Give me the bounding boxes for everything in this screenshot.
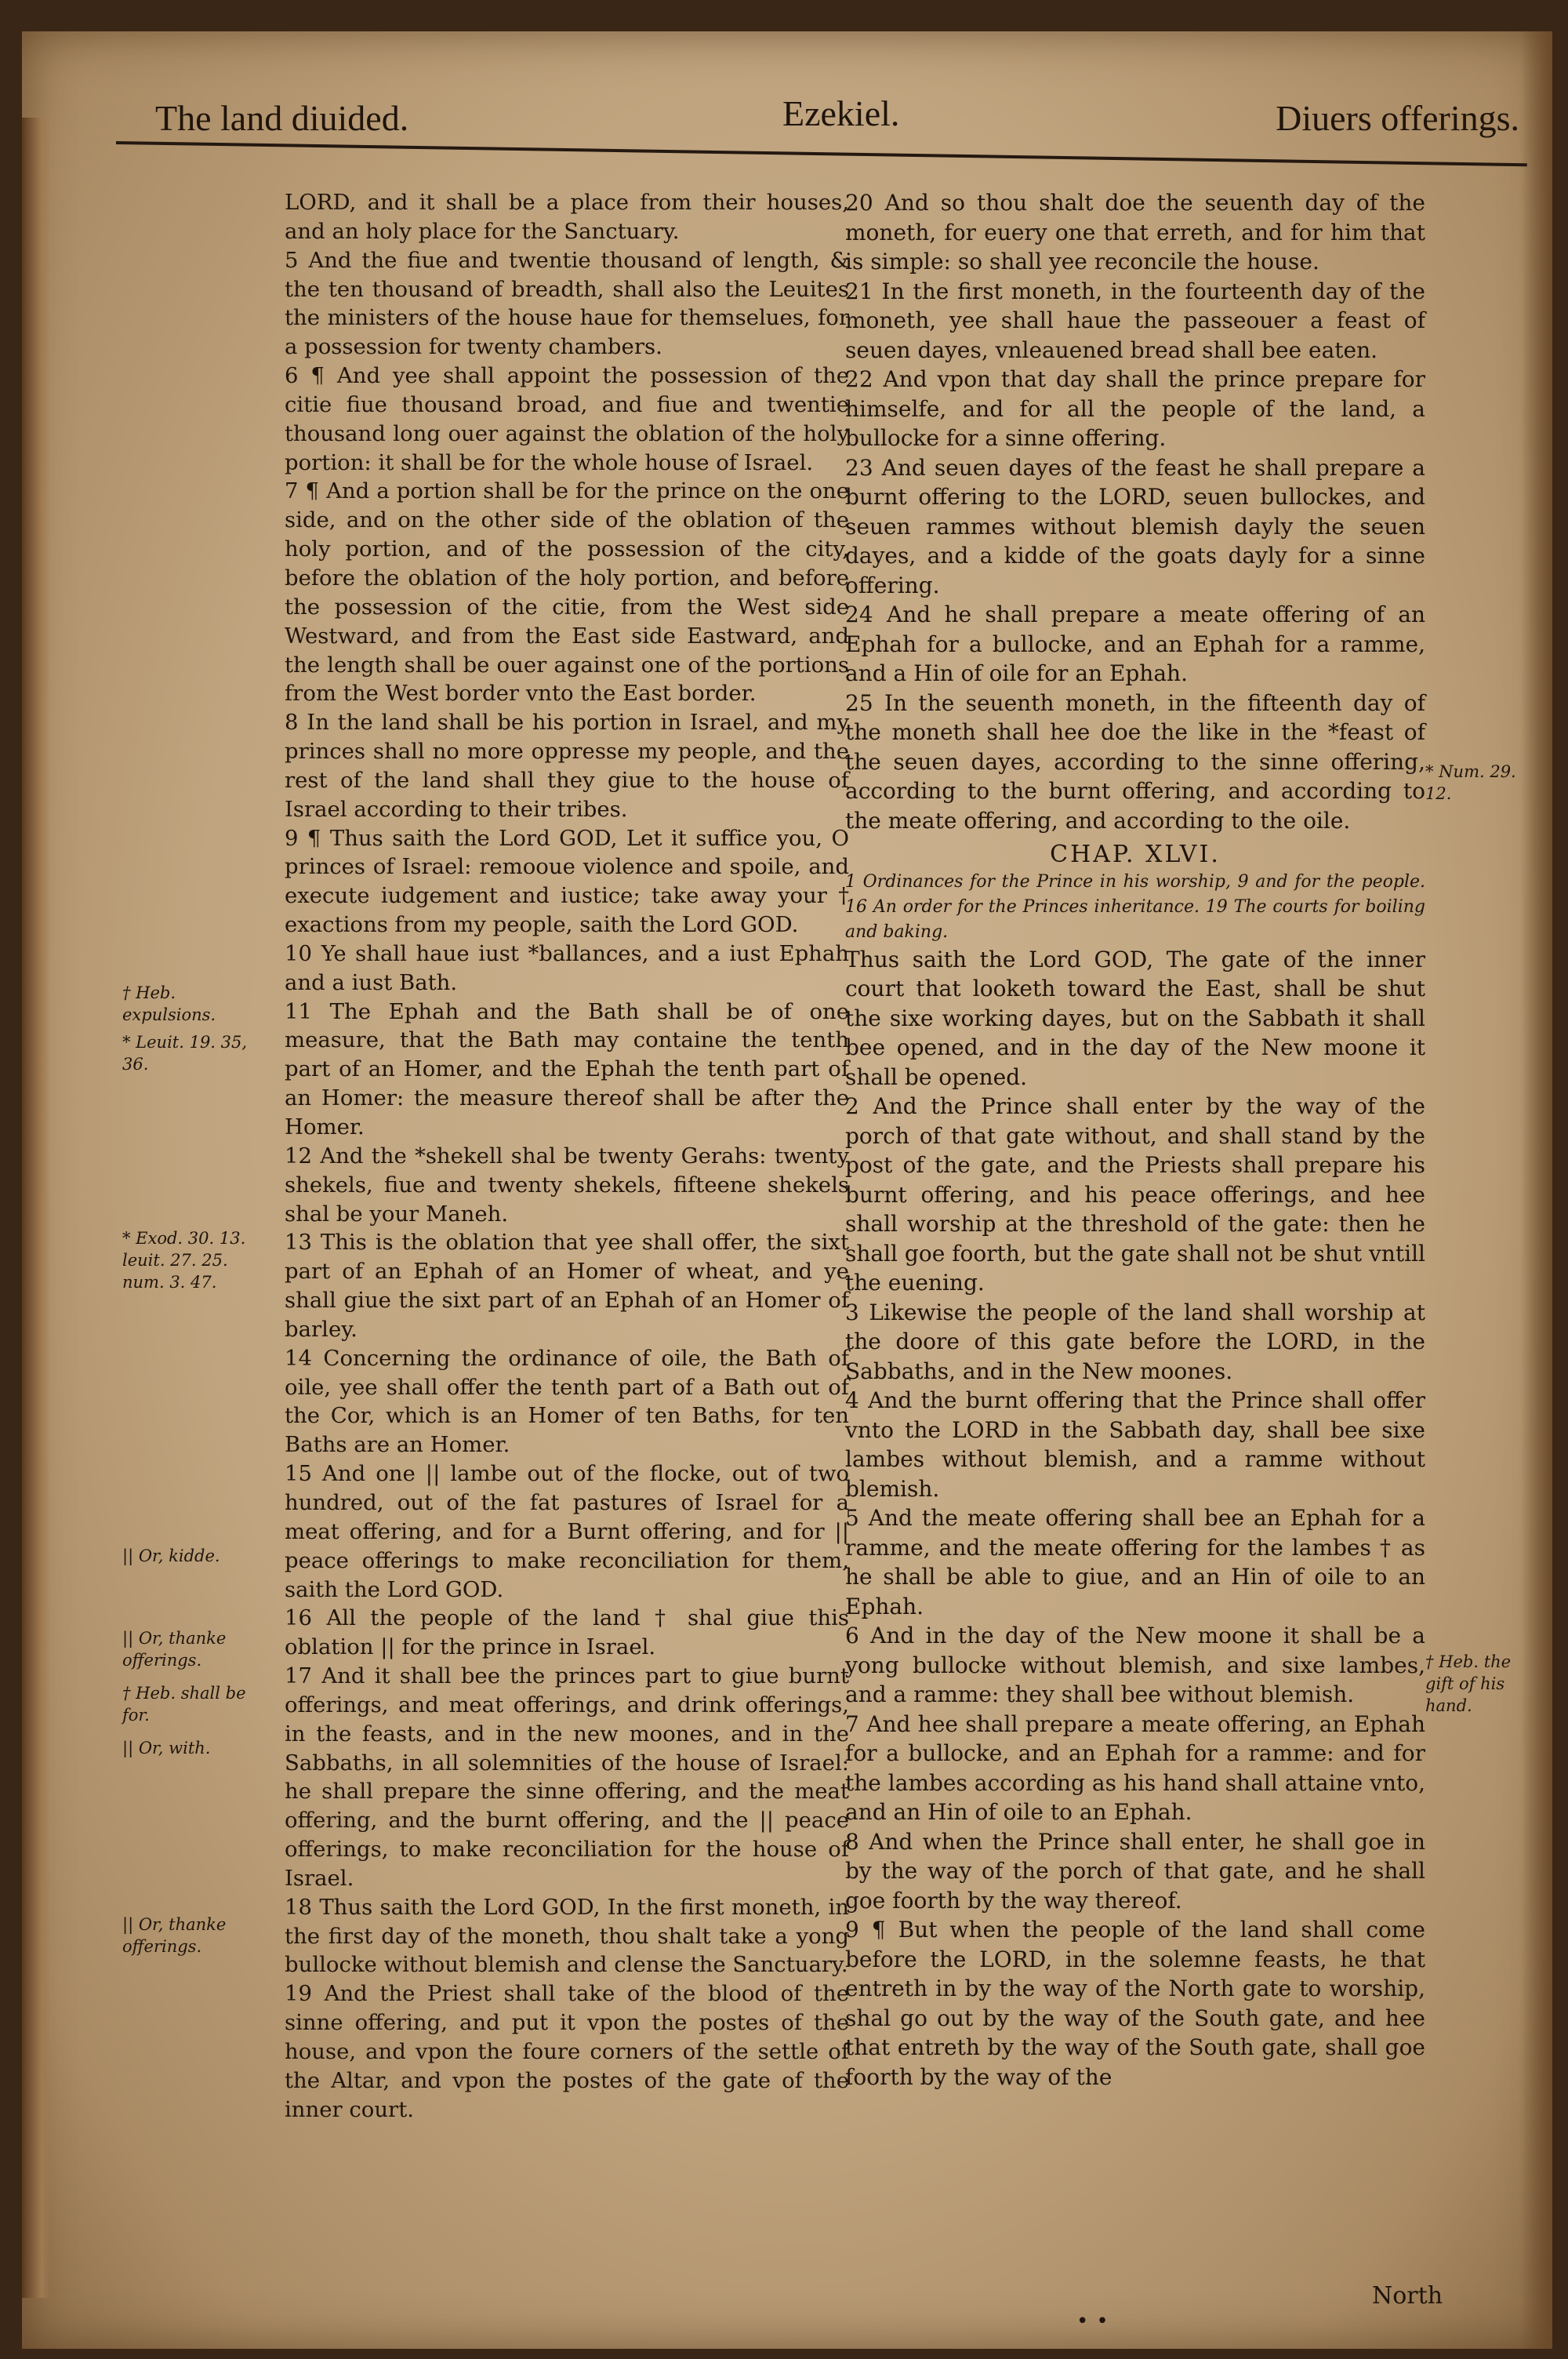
verse: 9 ¶ Thus saith the Lord GOD, Let it suffice you, O princes of Israel: remooue violence and spoile, and execute iudgement and iustice; take away your † exactions from my people, saith the Lord GOD.	[285, 825, 849, 938]
header-right-title: Diuers offerings.	[1276, 98, 1519, 138]
margin-note-left: || Or, thanke offerings.	[122, 1629, 227, 1670]
left-text-column	[285, 188, 849, 2125]
verse: 16 All the people of the land † shal giue this oblation || for the prince in Israel.	[285, 1605, 849, 1660]
margin-note-left: † Heb. expulsions.	[122, 983, 216, 1024]
verse: 7 ¶ And a portion shall be for the prince on the one side, and on the other side of the oblation of the holy portion, and of the possession of the city, before the oblation of the holy portion, and before the possession of the citie, from the West side Westward, and from the East side Eastward, and the length shall be ouer against one of the portions from the West border vnto the East border.	[285, 478, 849, 707]
margin-note-left: * Exod. 30. 13. leuit. 27. 25. num. 3. 47.	[122, 1229, 246, 1292]
chapter-summary: 1 Ordinances for the Prince in his worship, 9 and for the people. 16 An order for the Princes inheritance. 19 The courts for boiling and baking.	[845, 871, 1425, 942]
verse: 20 And so thou shalt doe the seuenth day of the moneth, for euery one that erreth, and for him that is simple: so shall yee reconcile the house.	[845, 190, 1425, 274]
verse: 7 And hee shall prepare a meate offering, an Ephah for a bullocke, and an Ephah for a ramme: and for the lambes according as his hand shall attaine vnto, and an Hin of oile to an Ephah.	[845, 1710, 1425, 1825]
verse: 18 Thus saith the Lord GOD, In the first moneth, in the first day of the moneth, thou shalt take a yong bullocke without blemish and clense the Sanctuary.	[285, 1894, 849, 1978]
chapter-heading: CHAP. XLVI.	[1050, 841, 1221, 868]
book-spine-shadow	[22, 118, 50, 2298]
verse: 10 Ye shall haue iust *ballances, and a iust Ephah and a iust Bath.	[285, 940, 849, 995]
verse: 17 And it shall bee the princes part to giue burnt offerings, and meat offerings, and drink offerings, in the feasts, and in the new moones, and in the Sabbaths, in all solemnities of the house of Israel: he shall prepare the sinne offering, and the meat offering, and the burnt offering, and the || peace offerings, to make reconciliation for the house of Israel.	[285, 1663, 849, 1891]
verse: 23 And seuen dayes of the feast he shall prepare a burnt offering to the LORD, seuen bullockes, and seuen rammes without blemish dayly the seuen dayes, and a kidde of the goats dayly for a sinne offering.	[845, 454, 1425, 598]
bible-page	[22, 31, 1552, 2349]
verse: 8 In the land shall be his portion in Israel, and my princes shall no more oppresse my people, and the rest of the land shall they giue to the house of Israel according to their tribes.	[285, 710, 849, 822]
margin-note-left: * Leuit. 19. 35, 36.	[122, 1033, 248, 1074]
verse: 22 And vpon that day shall the prince prepare for himselfe, and for all the people of the land, a bullocke for a sinne offering.	[845, 366, 1425, 451]
verse: 4 And the burnt offering that the Prince shall offer vnto the LORD in the Sabbath day, shall bee sixe lambes without blemish, and a ramme without blemish.	[845, 1387, 1425, 1502]
margin-note-left: || Or, thanke offerings.	[122, 1915, 227, 1956]
verse: 8 And when the Prince shall enter, he shall goe in by the way of the porch of that gate, and he shall goe foorth by the way thereof.	[845, 1828, 1425, 1914]
verse: 6 And in the day of the New moone it shall be a yong bullocke without blemish, and sixe lambes, and a ramme: they shall bee without blemish.	[845, 1623, 1425, 1707]
verse: 11 The Ephah and the Bath shall be of one measure, that the Bath may containe the tenth part of an Homer, and the Ephah the tenth part of an Homer: the measure thereof shall be after the Homer.	[285, 998, 849, 1140]
verse: 21 In the first moneth, in the fourteenth day of the moneth, yee shall haue the passeouer a feast of seuen dayes, vnleauened bread shall bee eaten.	[845, 278, 1425, 363]
verse: 2 And the Prince shall enter by the way of the porch of that gate without, and shall stand by the post of the gate, and the Priests shall prepare his burnt offering, and his peace offerings, and hee shall worship at the threshold of the gate: then he shall goe foorth, but the gate shall not be shut vntill the euening.	[845, 1093, 1425, 1296]
header-book-title: Ezekiel.	[782, 93, 900, 133]
verse: 5 And the fiue and twentie thousand of length, & the ten thousand of breadth, shall also the Leuites the ministers of the house haue for themselues, for a possession for twenty chambers.	[285, 247, 849, 360]
verse: 3 Likewise the people of the land shall worship at the doore of this gate before the LORD, in the Sabbaths, and in the New moones.	[845, 1299, 1425, 1384]
signature-dots: ••	[1076, 2310, 1116, 2333]
right-text-column	[845, 188, 1425, 2092]
verse: 12 And the *shekell shal be twenty Gerahs: twenty shekels, fiue and twenty shekels, fifteene shekels shal be your Maneh.	[285, 1143, 849, 1227]
verse: 25 In the seuenth moneth, in the fifteenth day of the moneth shall hee doe the like in the *feast of the seuen dayes, according to the sinne offering, according to the burnt offering, and according to the meate offering, and according to the oile.	[845, 689, 1425, 834]
verse: Thus saith the Lord GOD, The gate of the inner court that looketh toward the East, shall be shut the sixe working dayes, but on the Sabbath it shall bee opened, and in the day of the New moone it shall be opened.	[845, 946, 1425, 1090]
margin-note-right: † Heb. the gift of his hand.	[1425, 1652, 1512, 1715]
margin-note-left: † Heb. shall be for.	[122, 1684, 246, 1725]
verse: LORD, and it shall be a place from their houses, and an holy place for the Sanctuary.	[285, 190, 849, 244]
margin-note-left: || Or, kidde.	[122, 1547, 220, 1565]
verse: 9 ¶ But when the people of the land shall come before the LORD, in the solemne feasts, he that entreth in by the way of the North gate to worship, shal go out by the way of the South gate, and hee that entreth by the way of the South gate, shall goe foorth by the way of the	[845, 1917, 1425, 2090]
verse: 15 And one || lambe out of the flocke, out of two hundred, out of the fat pastures of Israel for a meat offering, and for a Burnt offering, and for || peace offerings to make reconciliation for them, saith the Lord GOD.	[285, 1461, 849, 1602]
verse: 24 And he shall prepare a meate offering of an Ephah for a bullocke, and an Ephah for a ramme, and a Hin of oile for an Ephah.	[845, 602, 1425, 686]
verse: 13 This is the oblation that yee shall offer, the sixt part of an Ephah of an Homer of wheat, and ye shall giue the sixt part of an Ephah of an Homer of barley.	[285, 1230, 849, 1342]
verse: 14 Concerning the ordinance of oile, the Bath of oile, yee shall offer the tenth part of a Bath out of the Cor, which is an Homer of ten Baths, for ten Baths are an Homer.	[285, 1345, 849, 1458]
header-left-title: The land diuided.	[155, 98, 409, 138]
verse: 6 ¶ And yee shall appoint the possession of the citie fiue thousand broad, and fiue and twentie thousand long ouer against the oblation of the holy portion: it shall be for the whole house of Israel.	[285, 363, 849, 475]
page-edge-shadow	[1521, 31, 1552, 2349]
catchword: North	[1372, 2282, 1443, 2310]
verse: 5 And the meate offering shall bee an Ephah for a ramme, and the meate offering for the lambes † as he shall be able to giue, and an Hin of oile to an Ephah.	[845, 1505, 1425, 1619]
margin-note-left: || Or, with.	[122, 1739, 211, 1757]
margin-note-right: * Num. 29. 12.	[1425, 762, 1516, 803]
verse: 19 And the Priest shall take of the blood of the sinne offering, and put it vpon the postes of the house, and vpon the foure corners of the settle of the Altar, and vpon the postes of the gate of the inner court.	[285, 1981, 849, 2122]
